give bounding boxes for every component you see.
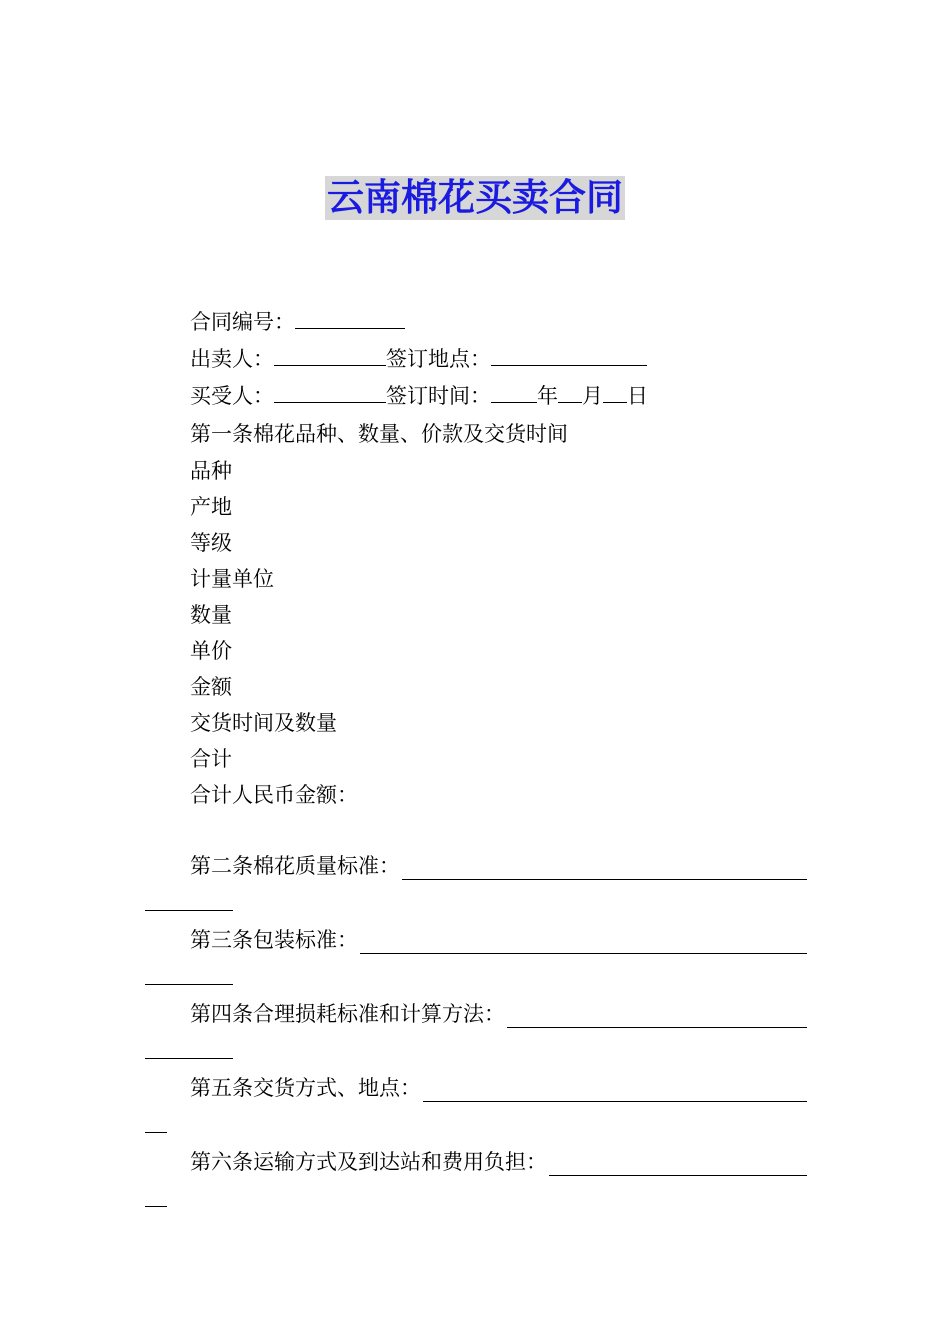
clause-5-continuation-blank[interactable] xyxy=(145,1132,167,1133)
seller-label: 出卖人： xyxy=(190,347,274,371)
article1-item: 合计 xyxy=(190,747,232,771)
clause-3-label: 第三条包装标准： xyxy=(190,928,358,952)
title-container xyxy=(0,176,950,220)
clause-4-continuation-blank[interactable] xyxy=(145,1058,233,1059)
clause-5-blank[interactable] xyxy=(423,1081,807,1102)
sign-place-blank[interactable] xyxy=(491,345,647,366)
article1-item: 交货时间及数量 xyxy=(190,711,337,735)
clause-5-label: 第五条交货方式、地点： xyxy=(190,1076,421,1100)
clause-6-line xyxy=(190,1148,807,1176)
article1-item: 合计人民币金额： xyxy=(190,783,358,807)
clause-2-continuation-blank[interactable] xyxy=(145,910,233,911)
clause-3-continuation-blank[interactable] xyxy=(145,984,233,985)
buyer-line xyxy=(190,382,648,410)
document-title: 云南棉花买卖合同 xyxy=(327,176,623,219)
sign-time-label: 签订时间： xyxy=(386,384,491,408)
article1-item: 单价 xyxy=(190,639,232,663)
seller-line xyxy=(190,345,647,373)
clause-2-label: 第二条棉花质量标准： xyxy=(190,854,400,878)
article1-heading: 第一条棉花品种、数量、价款及交货时间 xyxy=(190,422,568,446)
contract-no-blank[interactable] xyxy=(295,308,405,329)
article1-item: 等级 xyxy=(190,531,232,555)
clause-5-line xyxy=(190,1074,807,1102)
day-label: 日 xyxy=(627,384,648,408)
clause-2-line xyxy=(190,852,807,880)
article1-item: 产地 xyxy=(190,495,232,519)
article1-item: 品种 xyxy=(190,459,232,483)
clause-2-blank[interactable] xyxy=(402,859,807,880)
seller-blank[interactable] xyxy=(274,345,386,366)
year-label: 年 xyxy=(537,384,558,408)
month-label: 月 xyxy=(582,384,603,408)
buyer-blank[interactable] xyxy=(274,382,386,403)
month-blank[interactable] xyxy=(558,382,582,403)
day-blank[interactable] xyxy=(603,382,627,403)
clause-3-blank[interactable] xyxy=(360,933,807,954)
clause-4-line xyxy=(190,1000,807,1028)
sign-place-label: 签订地点： xyxy=(386,347,491,371)
contract-no-line xyxy=(190,308,405,336)
clause-4-blank[interactable] xyxy=(507,1007,807,1028)
year-blank[interactable] xyxy=(491,382,537,403)
buyer-label: 买受人： xyxy=(190,384,274,408)
clause-3-line xyxy=(190,926,807,954)
clause-6-blank[interactable] xyxy=(549,1155,807,1176)
article1-item: 数量 xyxy=(190,603,232,627)
clause-6-continuation-blank[interactable] xyxy=(145,1206,167,1207)
clause-4-label: 第四条合理损耗标准和计算方法： xyxy=(190,1002,505,1026)
article1-item: 计量单位 xyxy=(190,567,274,591)
article1-item: 金额 xyxy=(190,675,232,699)
contract-no-label: 合同编号： xyxy=(190,310,295,334)
clause-6-label: 第六条运输方式及到达站和费用负担： xyxy=(190,1150,547,1174)
